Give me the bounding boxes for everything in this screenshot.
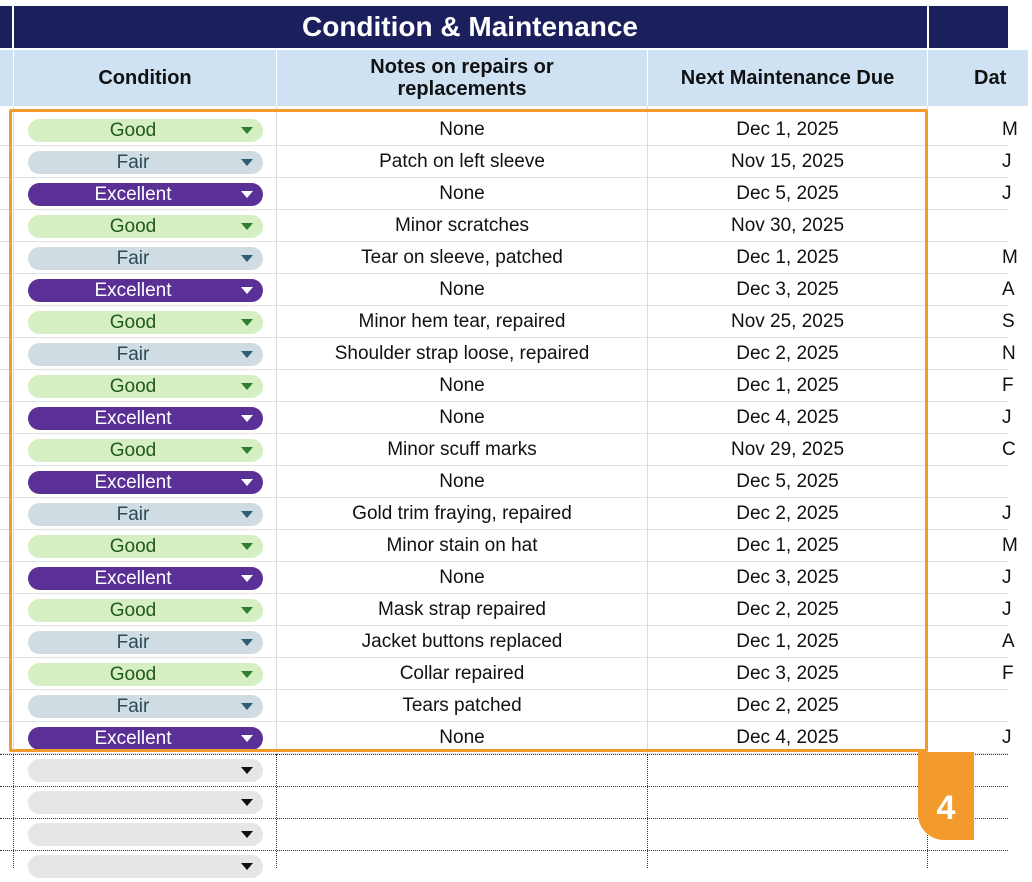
dropdown-caret-icon: [241, 799, 253, 806]
row-gridline: [0, 818, 1008, 819]
notes-cell[interactable]: Mask strap repaired: [378, 599, 546, 620]
header-divider: [276, 50, 277, 106]
empty-row: [0, 786, 1008, 818]
extra-cell[interactable]: J: [1002, 503, 1012, 524]
header-notes[interactable]: Notes on repairs or replacements: [277, 50, 647, 106]
header-next-due[interactable]: Next Maintenance Due: [648, 50, 927, 106]
notes-cell[interactable]: Jacket buttons replaced: [361, 631, 563, 652]
extra-cell[interactable]: J: [1002, 407, 1012, 428]
next-due-cell[interactable]: Dec 3, 2025: [736, 663, 839, 684]
dropdown-caret-icon: [241, 831, 253, 838]
condition-value: Good: [109, 376, 157, 397]
next-due-cell[interactable]: Dec 4, 2025: [736, 727, 839, 748]
next-due-cell[interactable]: Nov 25, 2025: [730, 311, 845, 332]
next-due-cell[interactable]: Nov 15, 2025: [730, 151, 845, 172]
header-extra[interactable]: Dat: [928, 50, 1028, 106]
extra-cell[interactable]: C: [1002, 439, 1016, 460]
next-due-cell[interactable]: Dec 2, 2025: [736, 599, 839, 620]
condition-value: Excellent: [94, 728, 172, 749]
condition-value: Excellent: [94, 568, 172, 589]
header-divider: [13, 50, 14, 106]
next-due-cell[interactable]: Dec 1, 2025: [736, 119, 839, 140]
notes-cell[interactable]: Patch on left sleeve: [379, 151, 545, 172]
next-due-cell[interactable]: Dec 1, 2025: [736, 535, 839, 556]
header-divider: [647, 50, 648, 106]
next-due-cell[interactable]: Nov 30, 2025: [730, 215, 845, 236]
notes-cell[interactable]: Tears patched: [402, 695, 522, 716]
dropdown-caret-icon: [241, 767, 253, 774]
extra-cell[interactable]: M: [1002, 119, 1018, 140]
notes-cell[interactable]: Shoulder strap loose, repaired: [334, 343, 590, 364]
next-due-cell[interactable]: Dec 5, 2025: [736, 471, 839, 492]
notes-cell[interactable]: None: [439, 375, 485, 396]
callout-number: 4: [936, 789, 956, 827]
notes-cell[interactable]: Gold trim fraying, repaired: [352, 503, 572, 524]
extra-cell[interactable]: A: [1002, 631, 1015, 652]
selection-highlight: [9, 109, 928, 752]
next-due-cell[interactable]: Dec 2, 2025: [736, 343, 839, 364]
condition-value: Excellent: [94, 280, 172, 301]
notes-cell[interactable]: Minor scratches: [394, 215, 530, 236]
condition-dropdown[interactable]: [28, 791, 263, 814]
next-due-cell[interactable]: Dec 2, 2025: [736, 503, 839, 524]
condition-value: Fair: [116, 152, 150, 173]
notes-cell[interactable]: Minor stain on hat: [386, 535, 538, 556]
extra-cell[interactable]: S: [1002, 311, 1015, 332]
next-due-cell[interactable]: Dec 2, 2025: [736, 695, 839, 716]
empty-row: [0, 818, 1008, 850]
extra-cell[interactable]: J: [1002, 567, 1012, 588]
extra-cell[interactable]: N: [1002, 343, 1016, 364]
next-due-cell[interactable]: Nov 29, 2025: [730, 439, 845, 460]
notes-cell[interactable]: None: [439, 567, 485, 588]
next-due-cell[interactable]: Dec 3, 2025: [736, 567, 839, 588]
condition-value: Good: [109, 120, 157, 141]
extra-cell[interactable]: [1002, 690, 1032, 722]
next-due-cell[interactable]: Dec 5, 2025: [736, 183, 839, 204]
notes-cell[interactable]: Minor scuff marks: [387, 439, 537, 460]
column-gridline: [13, 754, 14, 868]
condition-value: Fair: [116, 248, 150, 269]
condition-dropdown[interactable]: [28, 855, 263, 878]
row-gridline: [0, 754, 1008, 755]
dropdown-caret-icon: [241, 863, 253, 870]
notes-cell[interactable]: None: [439, 727, 485, 748]
next-due-cell[interactable]: Dec 4, 2025: [736, 407, 839, 428]
condition-value: Excellent: [94, 184, 172, 205]
notes-cell[interactable]: None: [439, 407, 485, 428]
extra-cell[interactable]: M: [1002, 535, 1018, 556]
empty-row: [0, 850, 1008, 882]
condition-value: Excellent: [94, 472, 172, 493]
extra-cell[interactable]: J: [1002, 599, 1012, 620]
condition-value: Fair: [116, 344, 150, 365]
condition-value: Good: [109, 312, 157, 333]
notes-cell[interactable]: None: [439, 119, 485, 140]
notes-cell[interactable]: Minor hem tear, repaired: [358, 311, 566, 332]
notes-cell[interactable]: None: [439, 471, 485, 492]
header-cell-left-edge: [0, 50, 13, 106]
notes-cell[interactable]: Collar repaired: [399, 663, 525, 684]
header-condition[interactable]: Condition: [14, 50, 276, 106]
next-due-cell[interactable]: Dec 3, 2025: [736, 279, 839, 300]
extra-cell[interactable]: J: [1002, 151, 1012, 172]
section-title: Condition & Maintenance: [302, 11, 638, 42]
next-due-cell[interactable]: Dec 1, 2025: [736, 375, 839, 396]
condition-value: Good: [109, 600, 157, 621]
extra-cell[interactable]: J: [1002, 727, 1012, 748]
extra-cell[interactable]: M: [1002, 247, 1018, 268]
extra-cell[interactable]: J: [1002, 183, 1012, 204]
empty-row: [0, 754, 1008, 786]
condition-value: Excellent: [94, 408, 172, 429]
row-gridline: [0, 786, 1008, 787]
notes-cell[interactable]: Tear on sleeve, patched: [361, 247, 563, 268]
extra-cell[interactable]: [1002, 466, 1032, 498]
extra-cell[interactable]: A: [1002, 279, 1015, 300]
condition-value: Good: [109, 536, 157, 557]
notes-cell[interactable]: None: [439, 183, 485, 204]
condition-value: Fair: [116, 696, 150, 717]
condition-value: Fair: [116, 632, 150, 653]
column-gridline: [647, 754, 648, 868]
row-gridline: [0, 850, 1008, 851]
header-divider: [927, 50, 928, 106]
condition-value: Good: [109, 216, 157, 237]
column-gridline: [276, 754, 277, 868]
notes-cell[interactable]: None: [439, 279, 485, 300]
condition-dropdown[interactable]: [28, 759, 263, 782]
title-right-divider: [927, 6, 929, 48]
extra-cell[interactable]: [1002, 210, 1032, 242]
next-due-cell[interactable]: Dec 1, 2025: [736, 247, 839, 268]
extra-cell[interactable]: F: [1002, 375, 1014, 396]
condition-value: Good: [109, 440, 157, 461]
condition-value: Good: [109, 664, 157, 685]
condition-value: Fair: [116, 504, 150, 525]
extra-cell[interactable]: F: [1002, 663, 1014, 684]
next-due-cell[interactable]: Dec 1, 2025: [736, 631, 839, 652]
condition-dropdown[interactable]: [28, 823, 263, 846]
